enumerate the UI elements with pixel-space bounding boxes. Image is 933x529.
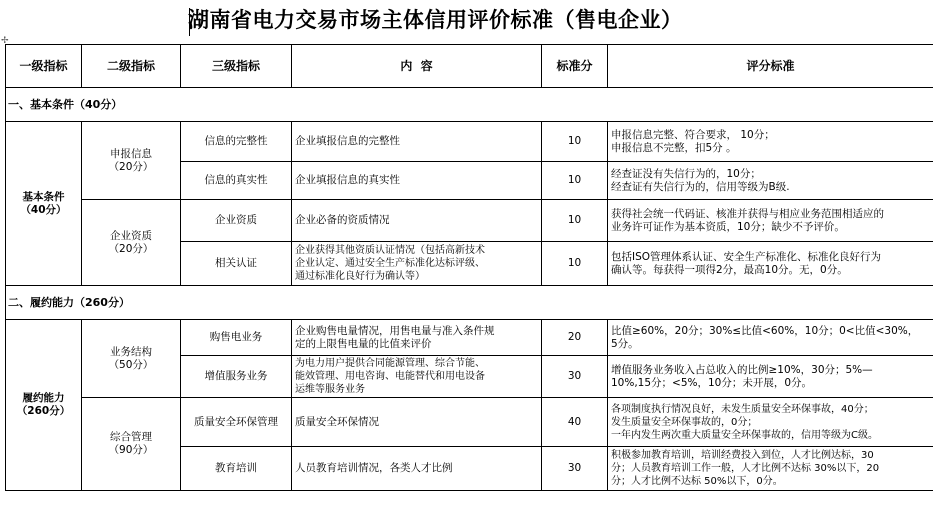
score-cell: 10 — [542, 162, 608, 200]
content-line: 运维等服务业务 — [295, 384, 365, 395]
level2-label: 企业资质 — [110, 229, 152, 242]
level2-cell — [82, 320, 181, 398]
content-line: 为电力用户提供合同能源管理、综合节能、 — [295, 358, 485, 369]
content-cell: 企业必备的资质情况 — [292, 200, 542, 242]
score-cell: 30 — [542, 447, 608, 491]
criteria-line: 分；人才比例不达标 50%以下，0分。 — [611, 476, 783, 487]
criteria-line: 申报信息完整、符合要求， 10分； — [611, 128, 775, 141]
section-row — [6, 88, 933, 122]
content-line: 企业获得其他资质认证情况（包括高新技术 — [295, 245, 485, 256]
score-cell: 10 — [542, 122, 608, 162]
score-cell: 20 — [542, 320, 608, 356]
criteria-cell — [608, 356, 933, 398]
criteria-line: 业务许可证作为基本资质，10分；缺少不予评价。 — [611, 220, 845, 233]
level3-cell: 信息的完整性 — [181, 122, 292, 162]
criteria-line: 积极参加教育培训，培训经费投入到位，人才比例达标，30 — [611, 450, 874, 461]
content-line: 通过标准化良好行为确认等） — [295, 271, 425, 282]
header-row — [6, 45, 933, 88]
level2-cell — [82, 200, 181, 286]
header-cell: 标准分 — [542, 45, 608, 88]
title-bar — [0, 0, 933, 44]
criteria-line: 各项制度执行情况良好，未发生质量安全环保事故，40分； — [611, 403, 874, 415]
criteria-line: 一年内发生两次重大质量安全环保事故的，信用等级为C级。 — [611, 429, 878, 441]
content-cell: 企业填报信息的完整性 — [292, 122, 542, 162]
credit-evaluation-table — [5, 44, 933, 491]
header-cell: 三级指标 — [181, 45, 292, 88]
header-cell: 内 容 — [292, 45, 542, 88]
level1-label: 基本条件 — [22, 190, 65, 203]
level2-label: 申报信息 — [110, 147, 152, 160]
header-cell: 二级指标 — [82, 45, 181, 88]
level2-score: （90分） — [108, 444, 154, 456]
criteria-line: 5分。 — [611, 337, 639, 350]
criteria-line: 获得社会统一代码证、核准并获得与相应业务范围相适应的 — [611, 207, 884, 220]
level1-label: 履约能力 — [22, 392, 65, 404]
criteria-line: 10%,15分；<5%，10分；未开展，0分。 — [611, 376, 813, 389]
criteria-line: 包括ISO管理体系认证、安全生产标准化、标准化良好行为 — [611, 250, 882, 263]
criteria-cell — [608, 122, 933, 162]
level3-cell: 企业资质 — [181, 200, 292, 242]
level2-label: 综合管理 — [110, 431, 152, 443]
content-cell: 人员教育培训情况，各类人才比例 — [292, 447, 542, 491]
criteria-cell — [608, 162, 933, 200]
criteria-cell — [608, 320, 933, 356]
level2-label: 业务结构 — [110, 345, 152, 358]
content-line: 企业认定、通过安全生产标准化达标评级、 — [295, 258, 485, 269]
content-cell: 企业填报信息的真实性 — [292, 162, 542, 200]
header-cell: 一级指标 — [6, 45, 82, 88]
level3-cell: 相关认证 — [181, 242, 292, 286]
level2-score: （20分） — [108, 242, 154, 255]
criteria-line: 增值服务业务收入占总收入的比例≥10%，30分；5%— — [611, 363, 873, 376]
level3-cell: 质量安全环保管理 — [181, 398, 292, 447]
level2-score: （50分） — [108, 358, 154, 371]
criteria-line: 申报信息不完整，扣5分 。 — [611, 141, 737, 154]
header-cell: 评分标准 — [608, 45, 933, 88]
criteria-line: 经查证有失信行为的，信用等级为B级. — [611, 180, 790, 193]
table-row — [6, 122, 933, 162]
section-label: 一、基本条件（40分） — [6, 88, 933, 122]
level1-cell — [6, 122, 82, 286]
level3-cell: 增值服务业务 — [181, 356, 292, 398]
level3-cell: 信息的真实性 — [181, 162, 292, 200]
criteria-line: 确认等。每获得一项得2分，最高10分。无，0分。 — [611, 263, 848, 276]
section-label: 二、履约能力（260分） — [6, 286, 933, 320]
level2-score: （20分） — [108, 160, 154, 173]
table-row — [6, 320, 933, 356]
content-line: 定的上限售电量的比值来评价 — [295, 337, 432, 350]
content-cell — [292, 356, 542, 398]
criteria-line: 经查证没有失信行为的，10分； — [611, 167, 761, 180]
criteria-cell — [608, 200, 933, 242]
level2-cell — [82, 122, 181, 200]
content-line: 能效管理、用电咨询、电能替代和用电设备 — [295, 371, 485, 382]
level1-score: （260分） — [16, 405, 71, 417]
table-row — [6, 200, 933, 242]
table-move-handle-icon[interactable]: ✢ — [1, 36, 9, 46]
content-cell — [292, 320, 542, 356]
document-title: 湖南省电力交易市场主体信用评价标准（售电企业） — [188, 8, 683, 32]
score-cell: 30 — [542, 356, 608, 398]
criteria-cell — [608, 447, 933, 491]
table-row — [6, 398, 933, 447]
criteria-line: 比值≥60%，20分；30%≤比值<60%，10分；0<比值<30%， — [611, 324, 919, 337]
section-row — [6, 286, 933, 320]
level3-cell: 教育培训 — [181, 447, 292, 491]
score-cell: 10 — [542, 200, 608, 242]
level3-cell: 购售电业务 — [181, 320, 292, 356]
score-cell: 10 — [542, 242, 608, 286]
criteria-cell — [608, 242, 933, 286]
level1-score: （40分） — [20, 203, 67, 216]
score-cell: 40 — [542, 398, 608, 447]
content-line: 企业购售电量情况，用售电量与准入条件规 — [295, 324, 495, 337]
content-cell: 质量安全环保情况 — [292, 398, 542, 447]
criteria-cell — [608, 398, 933, 447]
level2-cell — [82, 398, 181, 491]
level1-cell — [6, 320, 82, 491]
content-cell — [292, 242, 542, 286]
criteria-line: 分；人员教育培训工作一般，人才比例不达标 30%以下，20 — [611, 463, 880, 474]
criteria-line: 发生质量安全环保事故的，0分； — [611, 416, 758, 428]
